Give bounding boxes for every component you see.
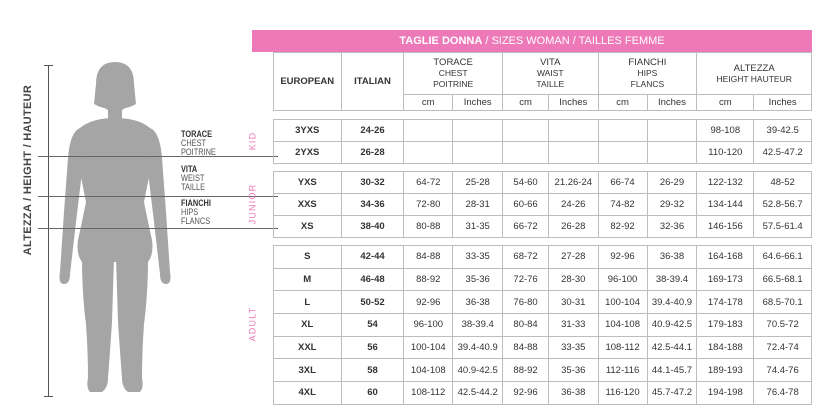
group-kid	[232, 120, 273, 164]
table-cell	[647, 142, 697, 164]
height-label: ALTEZZA / HEIGHT / HAUTEUR	[22, 84, 34, 256]
italian-size: 56	[341, 336, 403, 359]
group-separator	[232, 164, 812, 172]
table-cell: 64.6-66.1	[754, 246, 812, 269]
table-cell: 96-100	[404, 314, 453, 337]
table-cell	[647, 120, 697, 142]
european-size: 3YXS	[273, 120, 341, 142]
italian-size: 42-44	[341, 246, 403, 269]
group-label-junior: JUNIOR	[247, 183, 258, 225]
table-cell: 68.5-70.1	[754, 291, 812, 314]
table-cell: 39.4-40.9	[453, 336, 503, 359]
table-cell: 27-28	[549, 246, 598, 269]
table-cell	[549, 120, 598, 142]
table-cell: 112-116	[598, 359, 647, 382]
table-cell: 38-39.4	[647, 268, 697, 291]
italian-size: 24-26	[341, 120, 403, 142]
table-row	[232, 216, 812, 238]
table-cell: 31-33	[549, 314, 598, 337]
table-cell: 82-92	[598, 216, 647, 238]
table-row	[232, 194, 812, 216]
table-cell: 146-156	[697, 216, 754, 238]
table-cell: 189-193	[697, 359, 754, 382]
size-table	[232, 52, 812, 405]
italian-size: 50-52	[341, 291, 403, 314]
european-size: XL	[273, 314, 341, 337]
table-cell: 108-112	[598, 336, 647, 359]
italian-size: 34-36	[341, 194, 403, 216]
european-size: 2YXS	[273, 142, 341, 164]
header-fianchi: FIANCHI HIPS FLANCS	[598, 53, 697, 95]
group-junior	[232, 172, 273, 238]
group-adult	[232, 246, 273, 405]
unit-inches: Inches	[549, 95, 598, 111]
table-cell: 36-38	[647, 246, 697, 269]
italian-size: 30-32	[341, 172, 403, 194]
table-cell: 84-88	[404, 246, 453, 269]
table-cell: 92-96	[598, 246, 647, 269]
table-row	[232, 291, 812, 314]
european-size: XXL	[273, 336, 341, 359]
table-cell: 184-188	[697, 336, 754, 359]
figure-panel	[0, 0, 240, 410]
table-cell: 44.1-45.7	[647, 359, 697, 382]
table-cell: 174-178	[697, 291, 754, 314]
table-cell: 84-88	[503, 336, 549, 359]
table-cell: 68-72	[503, 246, 549, 269]
table-cell: 134-144	[697, 194, 754, 216]
european-size: M	[273, 268, 341, 291]
table-cell: 194-198	[697, 382, 754, 405]
table-cell: 30-31	[549, 291, 598, 314]
table-cell: 24-26	[549, 194, 598, 216]
table-cell: 96-100	[598, 268, 647, 291]
table-cell: 66-74	[598, 172, 647, 194]
table-cell: 52.8-56.7	[754, 194, 812, 216]
table-row	[232, 120, 812, 142]
table-cell: 36-38	[453, 291, 503, 314]
table-cell: 116-120	[598, 382, 647, 405]
table-cell: 31-35	[453, 216, 503, 238]
table-cell: 54-60	[503, 172, 549, 194]
table-cell: 88-92	[404, 268, 453, 291]
table-cell: 72-76	[503, 268, 549, 291]
european-size: YXS	[273, 172, 341, 194]
italian-size: 58	[341, 359, 403, 382]
table-cell: 39.4-40.9	[647, 291, 697, 314]
table-cell	[549, 142, 598, 164]
unit-cm: cm	[404, 95, 453, 111]
table-cell: 35-36	[453, 268, 503, 291]
table-cell: 92-96	[404, 291, 453, 314]
table-cell	[598, 120, 647, 142]
table-row	[232, 246, 812, 269]
vita-label: VITA WEIST TAILLE	[181, 164, 206, 192]
table-cell: 98-108	[697, 120, 754, 142]
group-separator	[232, 111, 812, 120]
table-cell: 104-108	[598, 314, 647, 337]
european-size: XS	[273, 216, 341, 238]
table-cell	[503, 142, 549, 164]
table-cell: 48-52	[754, 172, 812, 194]
table-cell: 29-32	[647, 194, 697, 216]
table-row	[232, 142, 812, 164]
table-row	[232, 314, 812, 337]
table-cell	[598, 142, 647, 164]
header-altezza: ALTEZZA HEIGHT HAUTEUR	[697, 53, 812, 95]
unit-inches: Inches	[647, 95, 697, 111]
table-cell: 108-112	[404, 382, 453, 405]
table-cell: 164-168	[697, 246, 754, 269]
italian-size: 38-40	[341, 216, 403, 238]
italian-size: 46-48	[341, 268, 403, 291]
size-chart-banner: TAGLIE DONNA / SIZES WOMAN / TAILLES FEMME	[252, 30, 812, 52]
woman-silhouette-icon	[52, 62, 178, 398]
european-size: 4XL	[273, 382, 341, 405]
table-cell: 76-80	[503, 291, 549, 314]
table-cell: 28-30	[549, 268, 598, 291]
table-cell: 60-66	[503, 194, 549, 216]
table-cell: 33-35	[453, 246, 503, 269]
table-cell: 28-31	[453, 194, 503, 216]
unit-cm: cm	[503, 95, 549, 111]
table-cell: 122-132	[697, 172, 754, 194]
table-cell: 38-39.4	[453, 314, 503, 337]
italian-size: 60	[341, 382, 403, 405]
table-cell: 39-42.5	[754, 120, 812, 142]
unit-cm: cm	[598, 95, 647, 111]
table-cell: 26-29	[647, 172, 697, 194]
table-cell: 40.9-42.5	[453, 359, 503, 382]
table-row	[232, 172, 812, 194]
table-cell: 72.4-74	[754, 336, 812, 359]
table-cell	[404, 142, 453, 164]
table-row	[232, 359, 812, 382]
group-separator	[232, 238, 812, 246]
table-cell: 110-120	[697, 142, 754, 164]
table-cell: 179-183	[697, 314, 754, 337]
torace-label: TORACE CHEST POITRINE	[181, 129, 216, 157]
header-vita: VITA WAIST TAILLE	[503, 53, 598, 95]
table-cell: 21.26-24	[549, 172, 598, 194]
table-cell: 100-104	[404, 336, 453, 359]
table-cell: 32-36	[647, 216, 697, 238]
table-cell: 70.5-72	[754, 314, 812, 337]
table-cell: 169-173	[697, 268, 754, 291]
table-cell: 26-28	[549, 216, 598, 238]
table-cell: 40.9-42.5	[647, 314, 697, 337]
table-cell: 42.5-44.2	[453, 382, 503, 405]
table-cell: 35-36	[549, 359, 598, 382]
header-european: EUROPEAN	[273, 53, 341, 111]
table-cell: 42.5-44.1	[647, 336, 697, 359]
european-size: XXS	[273, 194, 341, 216]
table-cell: 33-35	[549, 336, 598, 359]
table-cell: 42.5-47.2	[754, 142, 812, 164]
table-cell: 36-38	[549, 382, 598, 405]
header-row	[232, 53, 812, 95]
table-cell: 72-80	[404, 194, 453, 216]
table-cell: 80-84	[503, 314, 549, 337]
table-cell: 57.5-61.4	[754, 216, 812, 238]
table-cell: 64-72	[404, 172, 453, 194]
unit-inches: Inches	[754, 95, 812, 111]
unit-cm: cm	[697, 95, 754, 111]
table-row	[232, 382, 812, 405]
header-italian: ITALIAN	[341, 53, 403, 111]
european-size: S	[273, 246, 341, 269]
table-cell: 80-88	[404, 216, 453, 238]
table-cell: 25-28	[453, 172, 503, 194]
table-cell	[453, 142, 503, 164]
table-cell	[503, 120, 549, 142]
italian-size: 26-28	[341, 142, 403, 164]
italian-size: 54	[341, 314, 403, 337]
fianchi-label: FIANCHI HIPS FLANCS	[181, 198, 211, 226]
table-cell: 66.5-68.1	[754, 268, 812, 291]
table-cell: 74.4-76	[754, 359, 812, 382]
unit-inches: Inches	[453, 95, 503, 111]
table-row	[232, 268, 812, 291]
header-torace: TORACE CHEST POITRINE	[404, 53, 503, 95]
table-cell: 92-96	[503, 382, 549, 405]
height-axis	[48, 65, 49, 397]
table-cell: 45.7-47.2	[647, 382, 697, 405]
table-cell: 100-104	[598, 291, 647, 314]
table-cell	[404, 120, 453, 142]
group-label-kid: KID	[247, 131, 258, 151]
table-cell: 76.4-78	[754, 382, 812, 405]
table-cell: 74-82	[598, 194, 647, 216]
european-size: 3XL	[273, 359, 341, 382]
table-cell: 104-108	[404, 359, 453, 382]
table-cell: 66-72	[503, 216, 549, 238]
group-label-adult: ADULT	[247, 306, 258, 342]
table-cell	[453, 120, 503, 142]
table-row	[232, 336, 812, 359]
table-cell: 88-92	[503, 359, 549, 382]
european-size: L	[273, 291, 341, 314]
